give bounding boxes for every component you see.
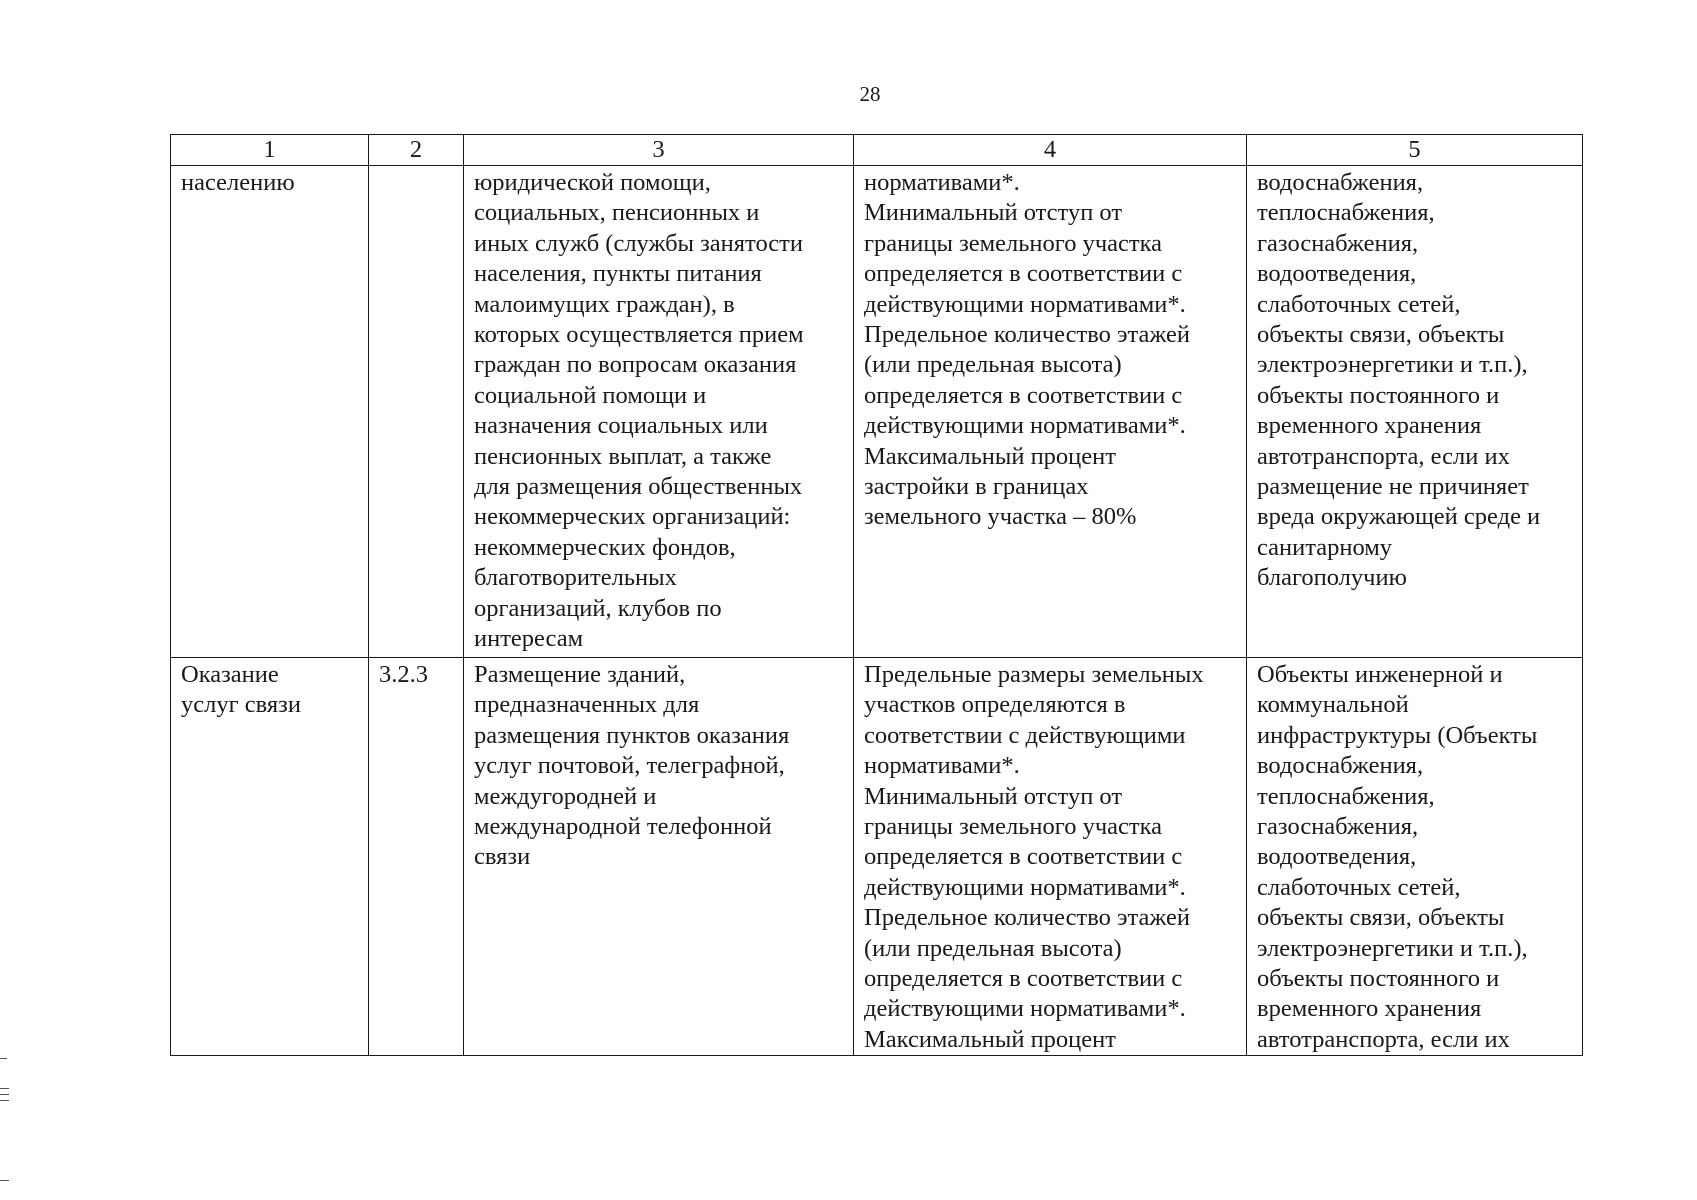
land-use-table — [170, 134, 1583, 1056]
use-description-cell: Размещение зданий, предназначенных для размещения пунктов оказания услуг почтовой, телеграфной, междугородней и международной телефонной связи — [464, 658, 854, 1056]
auxiliary-uses-cell: Объекты инженерной и коммунальной инфраструктуры (Объекты водоснабжения, теплоснабжения, газоснабжения, водоотведения, слаботочных сетей, объекты связи, объекты электроэнергетики и т.п.), объекты постоянного и временного хранения автотранспорта, если их — [1247, 658, 1583, 1056]
scan-margin-mark — [0, 1058, 7, 1059]
scan-margin-mark — [0, 1180, 9, 1181]
use-name-cell: Оказание услуг связи — [171, 658, 369, 1056]
table-row — [171, 658, 1583, 1056]
use-code-cell: 3.2.3 — [369, 658, 464, 1056]
column-header-4: 4 — [854, 135, 1247, 166]
column-header-2: 2 — [369, 135, 464, 166]
column-header-5: 5 — [1247, 135, 1583, 166]
table-row — [171, 166, 1583, 658]
scan-margin-mark — [0, 1088, 9, 1089]
page-number: 28 — [859, 82, 881, 106]
use-code-cell — [369, 166, 464, 658]
scan-margin-mark — [0, 1100, 9, 1101]
column-header-3: 3 — [464, 135, 854, 166]
auxiliary-uses-cell: водоснабжения, теплоснабжения, газоснабжения, водоотведения, слаботочных сетей, объекты связи, объекты электроэнергетики и т.п.), объекты постоянного и временного хранения автотранспорта, если их размещение не причиняет вреда окружающей среде и санитарному благополучию — [1247, 166, 1583, 658]
use-name-cell: населению — [171, 166, 369, 658]
use-description-cell: юридической помощи, социальных, пенсионных и иных служб (службы занятости населения, пункты питания малоимущих граждан), в которых осуществляется прием граждан по вопросам оказания социальной помощи и назначения социальных или пенсионных выплат, а также для размещения общественных некоммерческих организаций: некоммерческих фондов, благотворительных организаций, клубов по интересам — [464, 166, 854, 658]
column-header-1: 1 — [171, 135, 369, 166]
table-header-row — [171, 135, 1583, 166]
parameters-cell: Предельные размеры земельных участков определяются в соответствии с действующими нормативами*. Минимальный отступ от границы земельного участка определяется в соответствии с действующими нормативами*. Предельное количество этажей (или предельная высота) определяется в соответствии с действующими нормативами*. Максимальный процент — [854, 658, 1247, 1056]
parameters-cell: нормативами*. Минимальный отступ от границы земельного участка определяется в соответствии с действующими нормативами*. Предельное количество этажей (или предельная высота) определяется в соответствии с действующими нормативами*. Максимальный процент застройки в границах земельного участка – 80% — [854, 166, 1247, 658]
scan-margin-mark — [0, 1094, 9, 1095]
